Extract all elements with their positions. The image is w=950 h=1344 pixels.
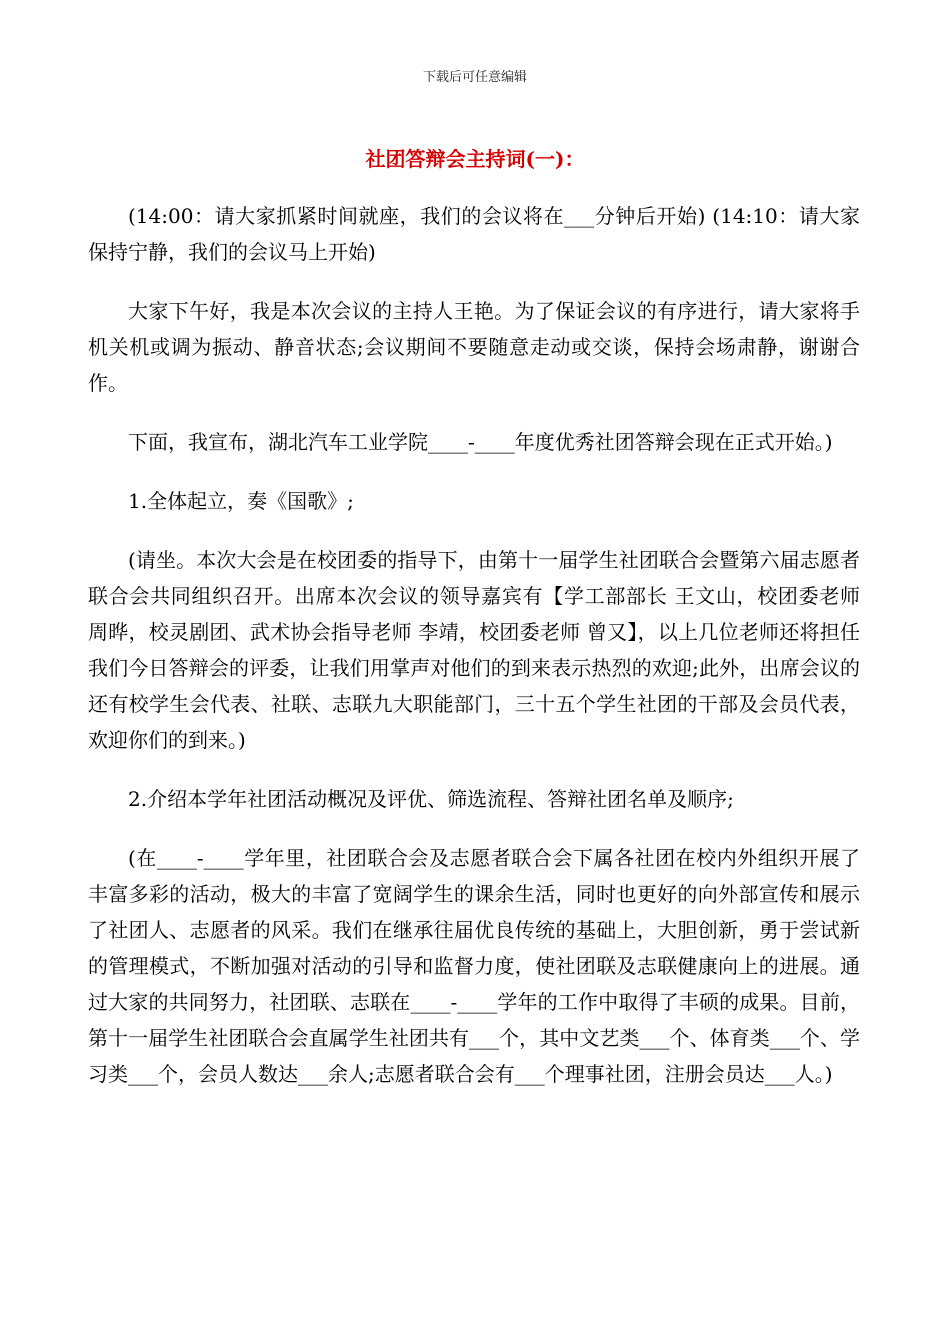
document-body: [88, 198, 860, 1115]
paragraph-greeting: 大家下午好，我是本次会议的主持人王艳。为了保证会议的有序进行，请大家将手机关机或调为振动、静音状态;会议期间不要随意走动或交谈，保持会场肃静，谢谢合作。: [88, 299, 860, 395]
paragraph-announcement: 下面，我宣布，湖北汽车工业学院____-____年度优秀社团答辩会现在正式开始。): [128, 430, 833, 454]
header-note: 下载后可任意编辑: [422, 70, 527, 85]
document-title: 社团答辩会主持词(一)：: [365, 147, 585, 171]
paragraph-item-2: 2.介绍本学年社团活动概况及评优、筛选流程、答辩社团名单及顺序;: [128, 787, 734, 811]
paragraph-item-1: 1.全体起立，奏《国歌》;: [128, 489, 354, 513]
paragraph-guests: (请坐。本次大会是在校团委的指导下，由第十一届学生社团联合会暨第六届志愿者联合会共同组织召开。出席本次会议的领导嘉宾有【学工部部长 王文山，校团委老师 周晔，校灵剧团、武术协会指导老师 李靖，校团委老师 曾又】，以上几位老师还将担任我们今日答辩会的评委，让我们用掌声对他们的到来表示热烈的欢迎;此外，出席会议的还有校学生会代表、社联、志联九大职能部门，三十五个学生社团的干部及会员代表，欢迎你们的到来。): [88, 548, 860, 752]
paragraph-overview: (在____-____学年里，社团联合会及志愿者联合会下属各社团在校内外组织开展了丰富多彩的活动，极大的丰富了宽阔学生的课余生活，同时也更好的向外部宣传和展示了社团人、志愿者的风采。我们在继承往届优良传统的基础上，大胆创新，勇于尝试新的管理模式，不断加强对活动的引导和监督力度，使社团联及志联健康向上的进展。通过大家的共同努力，社团联、志联在____-____学年的工作中取得了丰硕的成果。目前，第十一届学生社团联合会直属学生社团共有___个，其中文艺类___个、体育类___个、学习类___个，会员人数达___余人;志愿者联合会有___个理事社团，注册会员达___人。): [88, 846, 860, 1086]
paragraph-timing-notice: (14:00：请大家抓紧时间就座，我们的会议将在___分钟后开始) (14:10：请大家保持宁静，我们的会议马上开始): [88, 204, 860, 264]
